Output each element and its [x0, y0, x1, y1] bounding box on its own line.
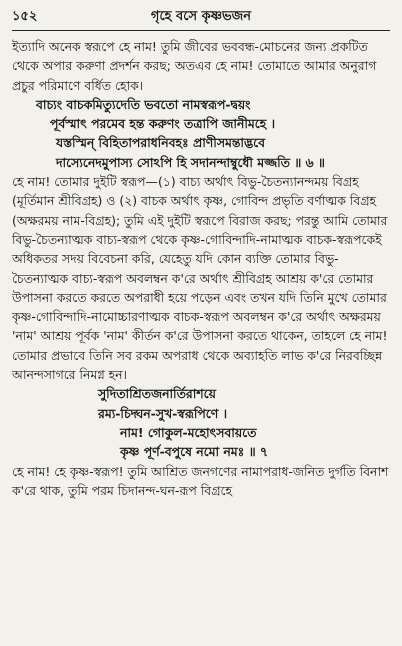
- verse-7: [12, 384, 390, 461]
- verse-7-line-4: কৃষ্ণ পূর্ণ-বপুষে নমো নমঃ ॥ ৭: [120, 444, 268, 460]
- verse-6-line-3: যস্তস্মিন্ বিহিতাপরাধনিবহঃ প্রাণীসমন্তাদ্ভবে: [56, 135, 266, 151]
- running-title: গৃহে বসে কৃষ্ণভজন: [150, 9, 252, 24]
- verse-6-line-2: পূর্বস্মাৎ পরমেব হন্ত করুণং তত্রাপি জানীমহে ।: [50, 116, 276, 132]
- page-header: [12, 6, 390, 28]
- paragraph-2: হে নাম! তোমার দুইটি স্বরূপ—(১) বাচ্য অর্থাৎ বিভু-চৈতন্যানন্দময় বিগ্রহ (মূর্তিমান শ্রীবিগ্রহ) ও (২) বাচক অর্থাৎ কৃষ্ণ, গোবিন্দ প্রভৃতি বর্ণাত্মক বিগ্রহ (অক্ষরময় নাম-বিগ্রহ); তুমি এই দুইটি স্বরূপে বিরাজ করছ; পরন্তু আমি তোমার বিভু-চৈতন্যাত্মক বাচ্য-স্বরূপ থেকে কৃষ্ণ-গোবিন্দাদি-নামাত্মক বাচক-স্বরূপকেই অধিকতর সদয় বিবেচনা করি, যেহেতু যদি কোন ব্যক্তি তোমার বিভু-চৈতন্যাত্মক বাচ্য-স্বরূপ অবলম্বন ক'রে অর্থাৎ শ্রীবিগ্রহ আশ্রয় ক'রে তোমার উপাসনা করতে করতে অপরাধী হয়ে পড়েন এবং তখন যদি তিনি মুখে তোমার কৃষ্ণ-গোবিন্দাদি-নামোচ্চারণাত্মক বাচক-স্বরূপ অবলম্বন ক'রে অর্থাৎ অক্ষরময় 'নাম' আশ্রয় পূর্বক 'নাম' কীর্তন ক'রে উপাসনা করতে থাকেন, তাহলে হে নাম! তোমার প্রভাবে তিনি সব রকম অপরাধ থেকে অব্যাহতি লাভ ক'রে নিরবচ্ছিন্ন আনন্দসাগরে নিমগ্ন হন।: [12, 174, 388, 383]
- page-number: ১৫২: [12, 9, 38, 24]
- verse-7-line-1: সুদিতাশ্রিতজনার্তিরাশয়ে: [98, 386, 216, 402]
- verse-6-line-1: বাচ্যং বাচকমিত্যুদেতি ভবতো নামস্বরূপ-দ্বয়ং: [36, 96, 251, 112]
- paragraph-3: হে নাম! হে কৃষ্ণ-স্বরূপ! তুমি আশ্রিত জনগণের নামাপরাধ-জনিত দুর্গতি বিনাশ ক'রে থাক, তুমি পরম চিদানন্দ-ঘন-রূপ বিগ্রহে: [12, 463, 389, 498]
- verse-6-line-4: দাস্যেনেদমুপাস্য সোঽপি হি সদানন্দাম্বুধৌ মজ্জতি ॥ ৬ ॥: [56, 154, 325, 170]
- verse-7-line-2: রম্য-চিদ্ঘন-সুখ-স্বরূপিণে ।: [98, 405, 228, 421]
- verse-7-line-3: নাম! গোকুল-মহোৎসবায়তে: [120, 424, 257, 440]
- verse-6: [12, 95, 390, 172]
- header-rule: [12, 30, 390, 31]
- paragraph-1: ইত্যাদি অনেক স্বরূপে হে নাম! তুমি জীবের ভববন্ধ-মোচনের জন্য প্রকটিত থেকে অপার করুণা প্রদর্শন করছ; অতএব হে নাম! তোমাতে আমার অনুরাগ প্রচুর পরিমাণে বর্ধিত হোক।: [12, 39, 377, 93]
